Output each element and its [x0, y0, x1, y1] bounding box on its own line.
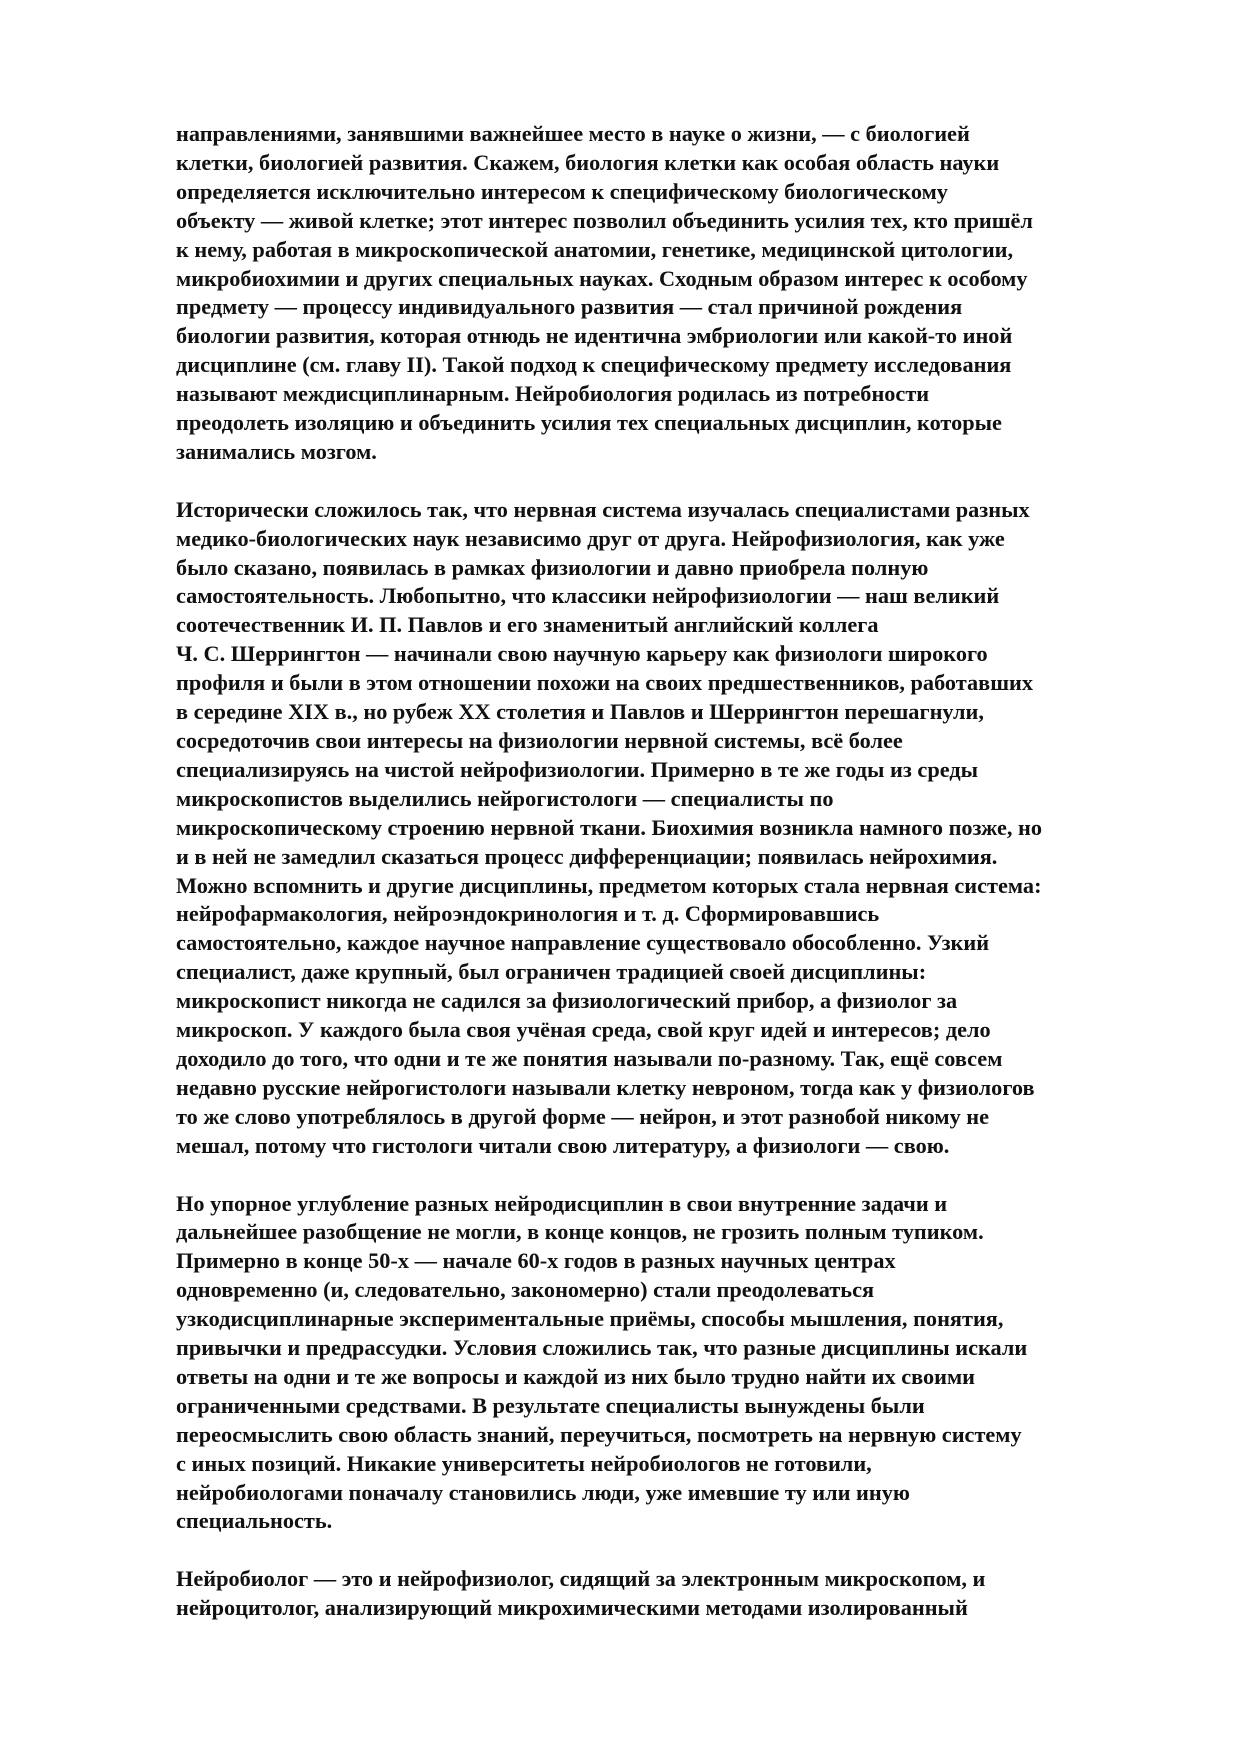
text-line: ограниченными средствами. В результате специалисты вынуждены были — [176, 1392, 925, 1418]
text-line: дальнейшее разобщение не могли, в конце концов, не грозить полным тупиком. — [176, 1219, 984, 1245]
paragraph-1 — [176, 120, 1176, 467]
text-line: переосмыслить свою область знаний, переучиться, посмотреть на нервную систему — [176, 1421, 1022, 1447]
document-page — [176, 120, 1176, 1652]
text-line: занимались мозгом. — [176, 438, 377, 464]
text-line: Примерно в конце 50-х — начале 60-х годов в разных научных центрах — [176, 1248, 896, 1274]
paragraph-4 — [176, 1565, 1176, 1623]
text-line: клетки, биологией развития. Скажем, биология клетки как особая область науки — [176, 149, 1000, 175]
text-line: определяется исключительно интересом к специфическому биологическому — [176, 178, 948, 204]
text-line: нейробиологами поначалу становились люди, уже имевшие ту или иную — [176, 1479, 910, 1505]
paragraph-3 — [176, 1190, 1176, 1537]
text-line: в середине XIX в., но рубеж XX столетия и Павлов и Шеррингтон перешагнули, — [176, 699, 984, 725]
text-line: одновременно (и, следовательно, закономерно) стали преодолеваться — [176, 1277, 875, 1303]
text-line: к нему, работая в микроскопической анатомии, генетике, медицинской цитологии, — [176, 236, 1014, 262]
text-line: с иных позиций. Никакие университеты нейробиологов не готовили, — [176, 1450, 872, 1476]
text-line: мешал, потому что гистологи читали свою литературу, а физиологи — свою. — [176, 1132, 950, 1158]
text-line: доходило до того, что одни и те же понятия называли по-разному. Так, ещё совсем — [176, 1045, 1003, 1071]
text-line: то же слово употреблялось в другой форме — нейрон, и этот разнобой никому не — [176, 1103, 990, 1129]
text-line: узкодисциплинарные экспериментальные приёмы, способы мышления, понятия, — [176, 1306, 1004, 1332]
text-line: преодолеть изоляцию и объединить усилия тех специальных дисциплин, которые — [176, 410, 1002, 436]
text-line: нейроцитолог, анализирующий микрохимическими методами изолированный — [176, 1595, 968, 1621]
text-line: Но упорное углубление разных нейродисциплин в свои внутренние задачи и — [176, 1190, 948, 1216]
text-line: самостоятельность. Любопытно, что классики нейрофизиологии — наш великий — [176, 583, 1000, 609]
text-line: Можно вспомнить и другие дисциплины, предметом которых стала нервная система: — [176, 872, 1042, 898]
text-line: специалист, даже крупный, был ограничен традицией своей дисциплины: — [176, 959, 927, 985]
text-line: дисциплине (см. главу II). Такой подход к специфическому предмету исследования — [176, 352, 1012, 378]
text-line: привычки и предрассудки. Условия сложились так, что разные дисциплины искали — [176, 1335, 1028, 1361]
text-line: объекту — живой клетке; этот интерес позволил объединить усилия тех, кто пришёл — [176, 207, 1033, 233]
text-line: Ч. С. Шеррингтон — начинали свою научную карьеру как физиологи широкого — [176, 641, 988, 667]
text-line: профиля и были в этом отношении похожи на своих предшественников, работавших — [176, 670, 1034, 696]
text-line: предмету — процессу индивидуального развития — стал причиной рождения — [176, 294, 963, 320]
text-line: Исторически сложилось так, что нервная система изучалась специалистами разных — [176, 496, 1030, 522]
text-line: самостоятельно, каждое научное направление существовало обособленно. Узкий — [176, 930, 990, 956]
text-line: нейрофармакология, нейроэндокринология и т. д. Сформировавшись — [176, 901, 880, 927]
text-line: биологии развития, которая отнюдь не идентична эмбриологии или какой-то иной — [176, 323, 1013, 349]
text-line: микроскопист никогда не садился за физиологический прибор, а физиолог за — [176, 988, 958, 1014]
text-line: микробиохимии и других специальных науках. Сходным образом интерес к особому — [176, 265, 1028, 291]
text-line: специальность. — [176, 1508, 333, 1534]
text-line: микроскопическому строению нервной ткани. Биохимия возникла намного позже, но — [176, 814, 1043, 840]
text-line: медико-биологических наук независимо друг от друга. Нейрофизиология, как уже — [176, 525, 1005, 551]
text-line: специализируясь на чистой нейрофизиологии. Примерно в те же годы из среды — [176, 756, 979, 782]
text-line: Нейробиолог — это и нейрофизиолог, сидящий за электронным микроскопом, и — [176, 1566, 986, 1592]
text-line: соотечественник И. П. Павлов и его знаменитый английский коллега — [176, 612, 879, 638]
paragraph-2 — [176, 496, 1176, 1161]
text-line: было сказано, появилась в рамках физиологии и давно приобрела полную — [176, 554, 929, 580]
text-line: сосредоточив свои интересы на физиологии нервной системы, всё более — [176, 728, 903, 754]
text-line: называют междисциплинарным. Нейробиология родилась из потребности — [176, 381, 930, 407]
text-line: и в ней не замедлил сказаться процесс дифференциации; появилась нейрохимия. — [176, 843, 998, 869]
text-line: микроскопистов выделились нейрогистологи — специалисты по — [176, 785, 834, 811]
text-line: ответы на одни и те же вопросы и каждой из них было трудно найти их своими — [176, 1363, 976, 1389]
text-line: недавно русские нейрогистологи называли клетку невроном, тогда как у физиологов — [176, 1074, 1035, 1100]
text-line: направлениями, занявшими важнейшее место в науке о жизни, — с биологией — [176, 121, 970, 146]
text-line: микроскоп. У каждого была своя учёная среда, свой круг идей и интересов; дело — [176, 1017, 991, 1043]
